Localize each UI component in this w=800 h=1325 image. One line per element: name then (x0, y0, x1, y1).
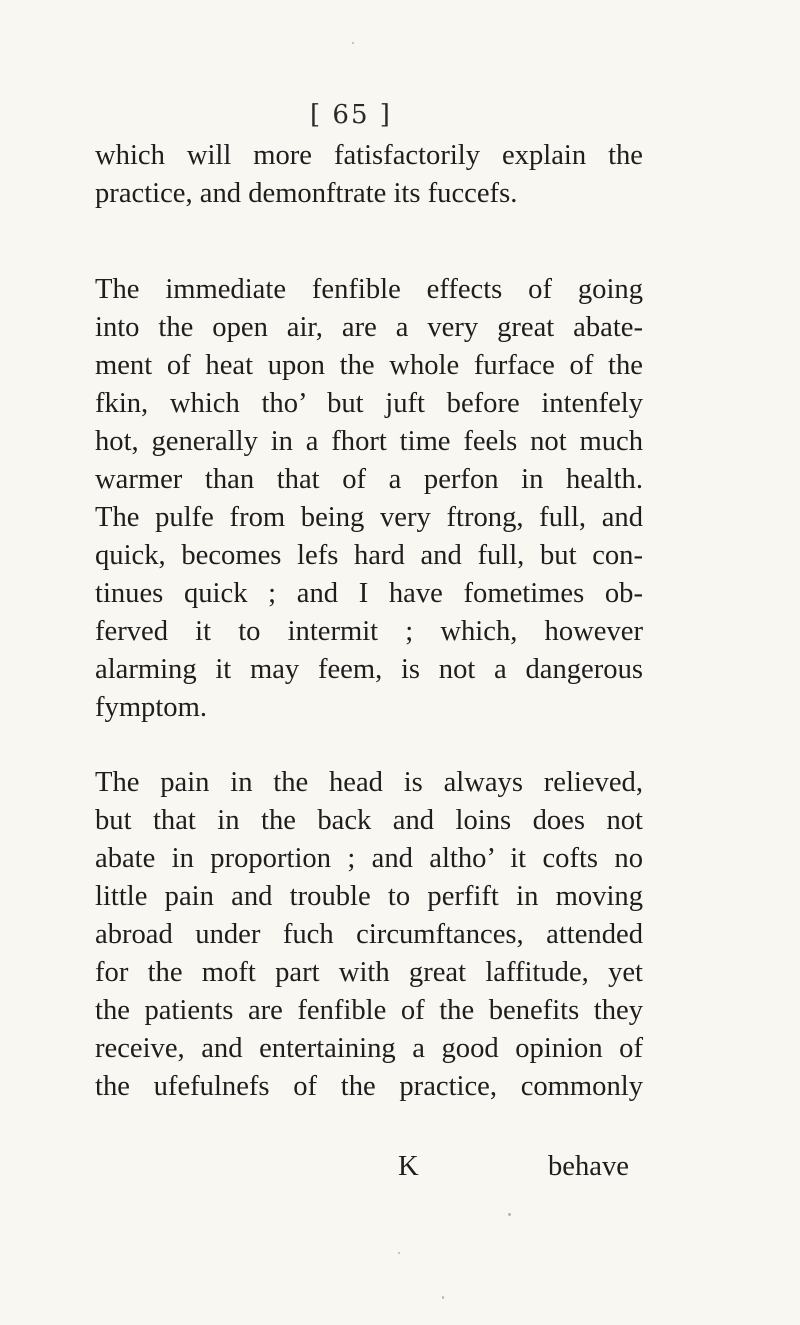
text-line: for the moft part with great laffitude, yet (95, 957, 643, 988)
paper-speck (442, 1296, 444, 1299)
text-line: fymptom. (95, 692, 207, 723)
text-line: tinues quick ; and I have fometimes ob- (95, 578, 643, 609)
text-line: ment of heat upon the whole furface of the (95, 350, 643, 381)
text-line: alarming it may feem, is not a dangerous (95, 654, 643, 685)
text-line: hot, generally in a fhort time feels not much (95, 426, 643, 457)
text-line: The immediate fenfible effects of going (95, 274, 643, 305)
text-line: abate in proportion ; and altho’ it cofts no (95, 843, 643, 874)
text-line: receive, and entertaining a good opinion of (95, 1033, 643, 1064)
page-footer (0, 1148, 800, 1186)
catchword: behave (548, 1151, 629, 1182)
page-number: [ 65 ] (310, 100, 392, 130)
text-line: the ufefulnefs of the practice, commonly (95, 1071, 643, 1102)
text-line: little pain and trouble to perfift in moving (95, 881, 643, 912)
text-line: but that in the back and loins does not (95, 805, 643, 836)
text-line: abroad under fuch circumftances, attended (95, 919, 643, 950)
text-line: practice, and demonftrate its fuccefs. (95, 178, 518, 209)
text-line: warmer than that of a perfon in health. (95, 464, 643, 495)
paragraph-1 (95, 137, 643, 213)
text-line: fkin, which tho’ but juft before intenfely (95, 388, 643, 419)
text-line: The pulfe from being very ftrong, full, and (95, 502, 643, 533)
paragraph-3 (95, 764, 643, 1106)
paper-speck (352, 42, 354, 44)
text-line: which will more fatisfactorily explain the (95, 140, 643, 171)
paragraph-2 (95, 271, 643, 727)
signature-mark: K (398, 1151, 419, 1182)
text-line: The pain in the head is always relieved, (95, 767, 643, 798)
paper-speck (398, 1252, 400, 1254)
paper-speck (508, 1213, 511, 1216)
text-line: into the open air, are a very great abate- (95, 312, 643, 343)
text-line: quick, becomes lefs hard and full, but con- (95, 540, 643, 571)
text-line: the patients are fenfible of the benefits they (95, 995, 643, 1026)
text-line: ferved it to intermit ; which, however (95, 616, 643, 647)
